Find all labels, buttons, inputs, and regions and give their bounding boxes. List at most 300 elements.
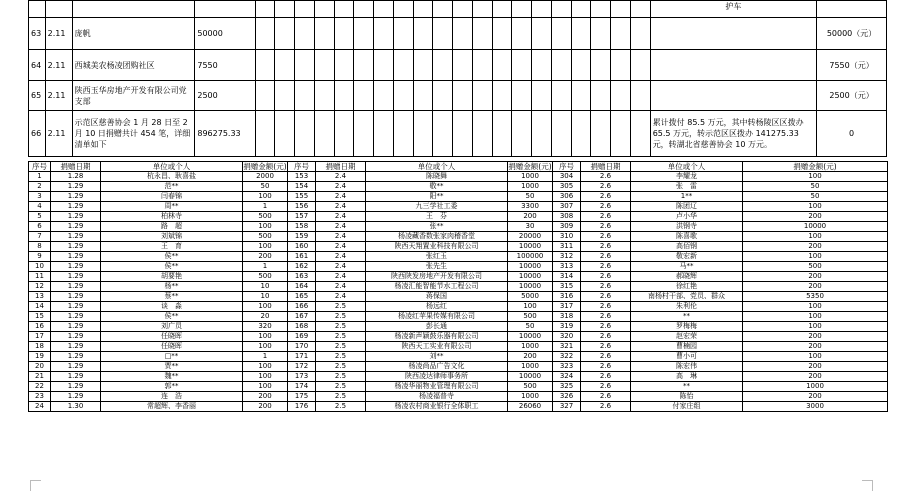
row-no: 175 (288, 392, 316, 402)
donation-row (29, 372, 888, 382)
row-no: 162 (288, 262, 316, 272)
row-date: 2.4 (316, 172, 366, 182)
row-total: 50000（元） (817, 18, 887, 50)
row-amount: 10 (243, 292, 288, 302)
row-date: 2.6 (581, 292, 631, 302)
row-date: 2.6 (581, 312, 631, 322)
row-no: 154 (288, 182, 316, 192)
row-donor: 九三学社工委 (366, 202, 508, 212)
row-donor: 陕西陕发房地产开发有限公司 (366, 272, 508, 282)
row-amount: 10 (243, 282, 288, 292)
row-amount: 100000 (508, 252, 553, 262)
row-date: 2.4 (316, 192, 366, 202)
row-date: 1.29 (51, 372, 101, 382)
row-no: 156 (288, 202, 316, 212)
row-date: 1.29 (51, 362, 101, 372)
row-no: 24 (29, 402, 51, 412)
row-amount: 200 (743, 392, 888, 402)
row-no: 163 (288, 272, 316, 282)
row-no: 5 (29, 212, 51, 222)
col-no-header: 序号 (553, 162, 581, 172)
row-donor: 杨凌新声颖鼓乐器有限公司 (366, 332, 508, 342)
donation-row (29, 352, 888, 362)
summary-row (29, 18, 887, 50)
row-date: 1.29 (51, 192, 101, 202)
row-donor: □** (101, 352, 243, 362)
row-date: 2.6 (581, 232, 631, 242)
row-donor: 谈 淼 (101, 302, 243, 312)
row-remark: 累计拨付 85.5 万元，其中转杨陵区区拨办 65.5 万元，转示范区区拨办 141275.33 元，转湖北省慈善协会 10 万元。 (650, 111, 816, 157)
row-donor: 连 浩 (101, 392, 243, 402)
row-date: 2.6 (581, 182, 631, 192)
row-donor: 杭永昌、耿喜盐 (101, 172, 243, 182)
col-unit-header: 单位或个人 (631, 162, 743, 172)
row-no: 325 (553, 382, 581, 392)
row-no: 66 (29, 111, 46, 157)
row-amount: 20000 (508, 232, 553, 242)
row-no: 171 (288, 352, 316, 362)
col-amount-header: 捐赠金额(元) (243, 162, 287, 171)
row-date: 2.6 (581, 402, 631, 412)
row-no: 166 (288, 302, 316, 312)
row-donor: 贾** (101, 362, 243, 372)
row-amount: 100 (743, 232, 888, 242)
row-amount: 200 (243, 402, 288, 412)
row-amount: 100 (243, 192, 288, 202)
row-amount: 200 (743, 362, 888, 372)
summary-row (29, 50, 887, 81)
row-date: 2.6 (581, 322, 631, 332)
row-date: 1.29 (51, 292, 101, 302)
row-donor: 陕西凌达律师事务所 (366, 372, 508, 382)
row-amount: 3300 (508, 202, 553, 212)
row-date: 2.4 (316, 242, 366, 252)
row-donor: 洪钢寺 (631, 222, 743, 232)
donation-header-row (29, 162, 888, 172)
row-date: 1.29 (51, 182, 101, 192)
row-no: 2 (29, 182, 51, 192)
row-date: 2.6 (581, 262, 631, 272)
row-date: 2.5 (316, 332, 366, 342)
row-donor: 杨凌藏香数张家肉稽香堂 (366, 232, 508, 242)
row-donor: 罗梅梅 (631, 322, 743, 332)
row-amount: 20 (243, 312, 288, 322)
row-no: 12 (29, 282, 51, 292)
row-donor: ** (631, 312, 743, 322)
row-amount: 50 (743, 182, 888, 192)
row-no: 317 (553, 302, 581, 312)
col-date-header: 捐赠日期 (316, 162, 366, 172)
row-amount: 500 (508, 382, 553, 392)
row-amount: 5000 (508, 292, 553, 302)
row-date: 2.6 (581, 212, 631, 222)
donation-row (29, 252, 888, 262)
row-amount: 100 (743, 302, 888, 312)
crop-mark (862, 480, 873, 491)
col-amount-header: 捐赠金额(元) (743, 162, 888, 172)
row-date: 2.6 (581, 382, 631, 392)
row-date: 1.30 (51, 402, 101, 412)
donation-row (29, 342, 888, 352)
row-date: 1.29 (51, 202, 101, 212)
row-no: 13 (29, 292, 51, 302)
row-amount: 1000 (508, 362, 553, 372)
row-donor: 侯** (101, 262, 243, 272)
donation-row (29, 182, 888, 192)
row-amount: 200 (743, 212, 888, 222)
row-date: 1.29 (51, 342, 101, 352)
row-date: 1.29 (51, 232, 101, 242)
row-date: 2.4 (316, 292, 366, 302)
row-amount: 500 (243, 272, 288, 282)
row-no: 320 (553, 332, 581, 342)
row-donor: 曹小可 (631, 352, 743, 362)
row-no: 11 (29, 272, 51, 282)
donation-row (29, 172, 888, 182)
donation-row (29, 382, 888, 392)
row-donor: 李耀龙 (631, 172, 743, 182)
row-donor: 曹楠园 (631, 342, 743, 352)
row-no: 153 (288, 172, 316, 182)
row-no: 316 (553, 292, 581, 302)
row-no: 17 (29, 332, 51, 342)
row-no: 165 (288, 292, 316, 302)
row-donor: 蒋保国 (366, 292, 508, 302)
row-amount: 10000 (508, 282, 553, 292)
summary-header-fragment-row (29, 1, 887, 18)
row-donor: 任晓晖 (101, 332, 243, 342)
row-date: 2.6 (581, 222, 631, 232)
row-date: 2.11 (45, 50, 72, 81)
col-no-header: 序号 (288, 162, 316, 172)
row-donor: 陈喜歌 (631, 232, 743, 242)
row-amount: 200 (508, 212, 553, 222)
row-amount: 100 (508, 302, 553, 312)
row-amount: 50 (508, 322, 553, 332)
row-date: 1.29 (51, 262, 101, 272)
row-donor: 陈团辽 (631, 202, 743, 212)
row-date: 2.5 (316, 322, 366, 332)
row-no: 160 (288, 242, 316, 252)
row-date: 2.5 (316, 362, 366, 372)
row-no: 173 (288, 372, 316, 382)
row-date: 2.5 (316, 352, 366, 362)
col-date-header: 捐赠日期 (581, 162, 631, 172)
row-donor: 杨凌华丽物业管理有限公司 (366, 382, 508, 392)
row-remark (650, 18, 816, 50)
row-no: 9 (29, 252, 51, 262)
row-unit: 西城美农杨凌团购社区 (72, 50, 195, 81)
row-donor: 魏** (101, 372, 243, 382)
row-donor: 敬宏新 (631, 252, 743, 262)
row-date: 2.6 (581, 172, 631, 182)
row-amount: 1000 (508, 392, 553, 402)
row-no: 159 (288, 232, 316, 242)
row-donor: 陈宏伟 (631, 362, 743, 372)
row-date: 2.6 (581, 242, 631, 252)
row-donor: 蔡** (101, 292, 243, 302)
row-no: 16 (29, 322, 51, 332)
row-no: 307 (553, 202, 581, 212)
row-no: 318 (553, 312, 581, 322)
row-donor: 刘斌锦 (101, 232, 243, 242)
row-total: 7550（元） (817, 50, 887, 81)
row-amount: 500 (243, 212, 288, 222)
row-no: 313 (553, 262, 581, 272)
row-donor: 杨凌农村商业银行全体职工 (366, 402, 508, 412)
row-donor: 1** (631, 192, 743, 202)
row-amount: 10000 (743, 222, 888, 232)
row-amount: 100 (743, 312, 888, 322)
row-amount: 5350 (743, 292, 888, 302)
row-no: 161 (288, 252, 316, 262)
row-date: 2.5 (316, 402, 366, 412)
row-date: 2.6 (581, 362, 631, 372)
row-date: 1.29 (51, 282, 101, 292)
row-amount: 200 (743, 342, 888, 352)
row-amount: 26060 (508, 402, 553, 412)
row-no: 23 (29, 392, 51, 402)
donation-row (29, 282, 888, 292)
row-unit: 庞帆 (72, 18, 195, 50)
row-donor: 刘** (366, 352, 508, 362)
row-no: 312 (553, 252, 581, 262)
row-amount: 7550 (195, 50, 255, 81)
row-amount: 200 (743, 372, 888, 382)
row-no: 164 (288, 282, 316, 292)
row-amount: 896275.33 (195, 111, 255, 157)
row-date: 2.11 (45, 18, 72, 50)
row-amount: 50 (508, 192, 553, 202)
row-donor: 周** (101, 202, 243, 212)
row-no: 305 (553, 182, 581, 192)
row-amount: 1000 (743, 382, 888, 392)
row-date: 2.4 (316, 222, 366, 232)
col-date-header: 捐赠日期 (51, 162, 101, 172)
donation-row (29, 392, 888, 402)
row-donor: 郝晓辉 (631, 272, 743, 282)
row-donor: 张先生 (366, 262, 508, 272)
row-date: 2.6 (581, 352, 631, 362)
row-amount: 200 (243, 392, 288, 402)
donation-row (29, 232, 888, 242)
row-donor: 张 雷 (631, 182, 743, 192)
row-amount: 100 (743, 352, 888, 362)
row-no: 315 (553, 282, 581, 292)
row-no: 19 (29, 352, 51, 362)
row-donor: 胡要艳 (101, 272, 243, 282)
row-date: 1.29 (51, 212, 101, 222)
donation-row (29, 192, 888, 202)
row-no: 63 (29, 18, 46, 50)
row-amount: 1000 (508, 172, 553, 182)
row-date: 2.4 (316, 262, 366, 272)
row-amount: 50 (743, 192, 888, 202)
row-no: 3 (29, 192, 51, 202)
row-no: 7 (29, 232, 51, 242)
row-no: 326 (553, 392, 581, 402)
row-no: 158 (288, 222, 316, 232)
row-date: 2.6 (581, 302, 631, 312)
row-amount: 10000 (508, 372, 553, 382)
row-no: 8 (29, 242, 51, 252)
row-date: 2.5 (316, 312, 366, 322)
row-donor: 马** (631, 262, 743, 272)
row-date: 1.29 (51, 272, 101, 282)
row-donor: 张** (366, 222, 508, 232)
row-donor: 范** (101, 182, 243, 192)
row-amount: 320 (243, 322, 288, 332)
row-donor: 闫春锦 (101, 192, 243, 202)
row-amount: 500 (508, 312, 553, 322)
row-donor: 南杨村干部、党员、群众 (631, 292, 743, 302)
row-amount: 200 (743, 332, 888, 342)
row-date: 2.6 (581, 192, 631, 202)
row-donor: 朱利伦 (631, 302, 743, 312)
donation-row (29, 362, 888, 372)
row-donor: 王 育 (101, 242, 243, 252)
row-donor: 杨凌汇能智能节水工程公司 (366, 282, 508, 292)
row-donor: 刘广员 (101, 322, 243, 332)
row-amount: 100 (243, 342, 288, 352)
row-date: 1.29 (51, 242, 101, 252)
row-no: 155 (288, 192, 316, 202)
row-no: 18 (29, 342, 51, 352)
row-donor: 陈晓舞 (366, 172, 508, 182)
row-date: 1.29 (51, 252, 101, 262)
row-no: 65 (29, 81, 46, 111)
row-date: 2.5 (316, 392, 366, 402)
row-amount: 100 (743, 252, 888, 262)
row-amount: 100 (743, 172, 888, 182)
row-no: 306 (553, 192, 581, 202)
row-no: 314 (553, 272, 581, 282)
row-remark (650, 50, 816, 81)
row-no: 64 (29, 50, 46, 81)
row-no: 322 (553, 352, 581, 362)
row-donor: 赵宏荣 (631, 332, 743, 342)
row-donor: 陕西天工实业有限公司 (366, 342, 508, 352)
row-no: 168 (288, 322, 316, 332)
row-unit: 示范区慈善协会 1 月 28 日至 2 月 10 日捐赠共计 454 笔，详细清单如下 (72, 111, 195, 157)
col-amount-header: 捐赠金额(元) (508, 162, 552, 171)
row-date: 2.4 (316, 272, 366, 282)
row-date: 2.11 (45, 111, 72, 157)
row-donor: 路 超 (101, 222, 243, 232)
row-amount: 30 (508, 222, 553, 232)
row-no: 174 (288, 382, 316, 392)
row-amount: 1000 (508, 182, 553, 192)
row-no: 176 (288, 402, 316, 412)
col-unit-header: 单位或个人 (101, 162, 243, 172)
row-date: 2.5 (316, 382, 366, 392)
col-no-header: 序号 (29, 162, 51, 172)
row-donor: 高佰钢 (631, 242, 743, 252)
header-fragment: 护车 (650, 1, 816, 18)
row-donor: 任晓晖 (101, 342, 243, 352)
row-date: 2.5 (316, 302, 366, 312)
row-amount: 10000 (508, 272, 553, 282)
row-amount: 100 (243, 382, 288, 392)
donation-row (29, 272, 888, 282)
row-date: 2.6 (581, 332, 631, 342)
row-amount: 500 (743, 262, 888, 272)
row-amount: 1 (243, 262, 288, 272)
row-amount: 100 (243, 222, 288, 232)
row-donor: 杨远红 (366, 302, 508, 312)
row-amount: 200 (508, 352, 553, 362)
donation-row (29, 242, 888, 252)
row-no: 309 (553, 222, 581, 232)
row-date: 2.6 (581, 282, 631, 292)
row-date: 1.29 (51, 222, 101, 232)
row-amount: 100 (243, 362, 288, 372)
donation-row (29, 262, 888, 272)
row-donor: 侯** (101, 312, 243, 322)
row-date: 2.6 (581, 342, 631, 352)
row-date: 1.28 (51, 172, 101, 182)
row-donor: 柏林寺 (101, 212, 243, 222)
row-amount: 2500 (195, 81, 255, 111)
row-no: 169 (288, 332, 316, 342)
row-amount: 10000 (508, 262, 553, 272)
row-amount: 100 (243, 302, 288, 312)
row-date: 2.6 (581, 202, 631, 212)
row-no: 1 (29, 172, 51, 182)
row-no: 327 (553, 402, 581, 412)
row-donor: 彭长通 (366, 322, 508, 332)
donation-row (29, 222, 888, 232)
row-date: 2.5 (316, 372, 366, 382)
summary-table (28, 0, 887, 157)
row-no: 20 (29, 362, 51, 372)
row-total: 0 (817, 111, 887, 157)
row-no: 21 (29, 372, 51, 382)
row-amount: 10000 (508, 332, 553, 342)
crop-mark (30, 480, 41, 491)
row-amount: 100 (243, 242, 288, 252)
row-date: 2.6 (581, 252, 631, 262)
row-date: 1.29 (51, 302, 101, 312)
row-remark (650, 81, 816, 111)
row-amount: 200 (743, 242, 888, 252)
row-amount: 100 (243, 372, 288, 382)
row-amount: 200 (743, 282, 888, 292)
row-no: 10 (29, 262, 51, 272)
donation-row (29, 322, 888, 332)
row-date: 1.29 (51, 392, 101, 402)
col-unit-header: 单位或个人 (366, 162, 508, 172)
row-donor: 王 芬 (366, 212, 508, 222)
summary-row (29, 111, 887, 157)
row-amount: 3000 (743, 402, 888, 412)
row-date: 2.4 (316, 202, 366, 212)
row-donor: 杨** (101, 282, 243, 292)
row-no: 157 (288, 212, 316, 222)
row-amount: 500 (243, 232, 288, 242)
row-no: 321 (553, 342, 581, 352)
row-amount: 100 (743, 202, 888, 212)
row-date: 1.29 (51, 332, 101, 342)
row-donor: 张红玉 (366, 252, 508, 262)
row-no: 6 (29, 222, 51, 232)
row-donor: 陕西天翔置业科技有限公司 (366, 242, 508, 252)
row-amount: 50000 (195, 18, 255, 50)
row-date: 2.6 (581, 392, 631, 402)
row-donor: 杨凌尚品广告文化 (366, 362, 508, 372)
row-date: 1.29 (51, 312, 101, 322)
row-no: 304 (553, 172, 581, 182)
